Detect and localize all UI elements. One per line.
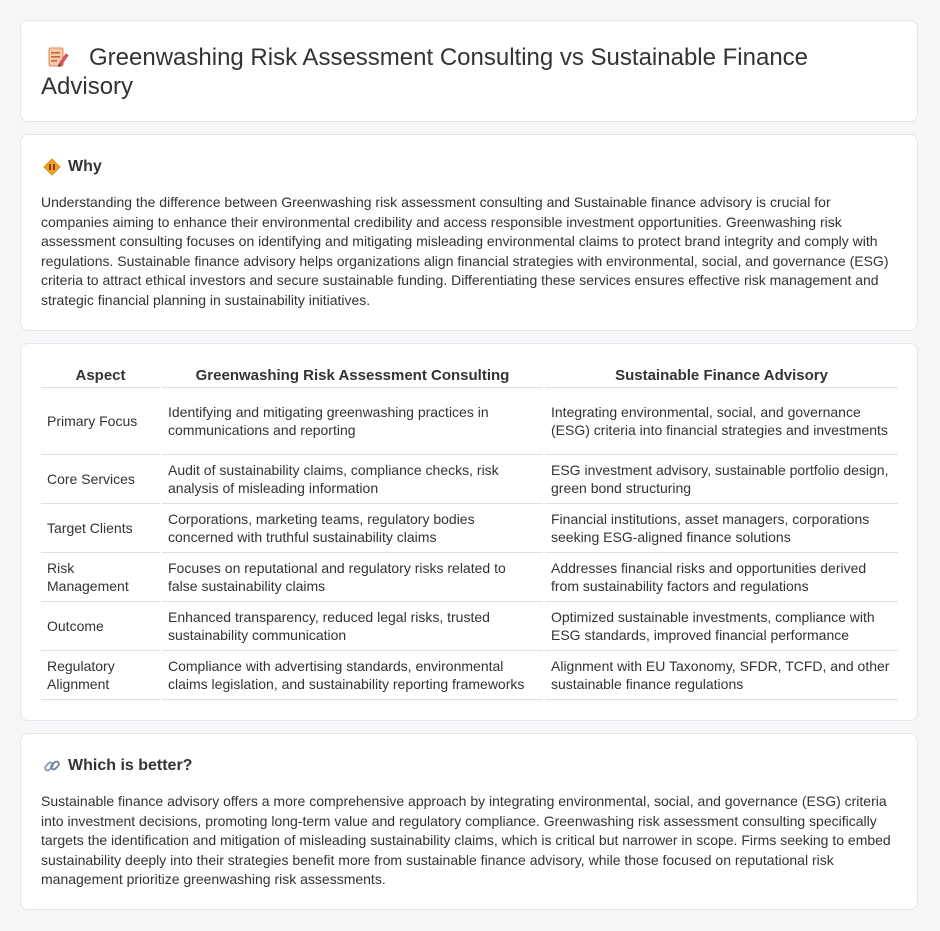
why-heading-text: Why (68, 158, 102, 175)
aspect-cell: Regulatory Alignment (41, 651, 161, 700)
greenwashing-cell: Audit of sustainability claims, compliance checks, risk analysis of misleading information (161, 455, 544, 504)
sustainable-finance-cell: Integrating environmental, social, and governance (ESG) criteria into financial strategies and investments (544, 388, 898, 455)
table-row (41, 455, 898, 504)
header-greenwashing: Greenwashing Risk Assessment Consulting (161, 364, 544, 388)
greenwashing-cell: Identifying and mitigating greenwashing practices in communications and reporting (161, 388, 544, 455)
diamond-warning-icon (43, 158, 61, 176)
better-heading (43, 756, 192, 776)
page-title-text: Greenwashing Risk Assessment Consulting vs Sustainable Finance Advisory (41, 44, 809, 100)
greenwashing-cell: Corporations, marketing teams, regulatory bodies concerned with truthful sustainability claims (161, 504, 544, 553)
header-sustainable-finance: Sustainable Finance Advisory (544, 364, 898, 388)
greenwashing-cell: Compliance with advertising standards, environmental claims legislation, and sustainability reporting frameworks (161, 651, 544, 700)
table-row (41, 553, 898, 602)
table-row (41, 504, 898, 553)
why-text: Understanding the difference between Greenwashing risk assessment consulting and Sustainable finance advisory is crucial for companies aiming to enhance their environmental credibility and access responsible investment opportunities. Greenwashing risk assessment consulting focuses on identifying and mitigating misleading environmental claims to protect brand integrity and comply with regulations. Sustainable finance advisory helps organizations align financial strategies with environmental, social, and governance (ESG) criteria to attract ethical investors and secure sustainable funding. Differentiating these services ensures effective risk management and strategic financial planning in sustainability initiatives. (41, 194, 889, 308)
aspect-cell: Risk Management (41, 553, 161, 602)
comparison-table (41, 364, 898, 700)
which-is-better-section (20, 733, 918, 910)
memo-pencil-icon (47, 45, 69, 69)
sustainable-finance-cell: Financial institutions, asset managers, corporations seeking ESG-aligned finance solutions (544, 504, 898, 553)
sustainable-finance-cell: Optimized sustainable investments, compliance with ESG standards, improved financial performance (544, 602, 898, 651)
greenwashing-cell: Enhanced transparency, reduced legal risks, trusted sustainability communication (161, 602, 544, 651)
title-card (20, 20, 918, 122)
aspect-cell: Core Services (41, 455, 161, 504)
sustainable-finance-cell: Alignment with EU Taxonomy, SFDR, TCFD, and other sustainable finance regulations (544, 651, 898, 700)
comparison-card (20, 343, 918, 721)
aspect-cell: Primary Focus (41, 388, 161, 455)
aspect-cell: Target Clients (41, 504, 161, 553)
aspect-cell: Outcome (41, 602, 161, 651)
sustainable-finance-cell: ESG investment advisory, sustainable portfolio design, green bond structuring (544, 455, 898, 504)
page-title (41, 43, 891, 101)
table-row (41, 388, 898, 455)
table-header-row (41, 364, 898, 388)
why-section (20, 134, 918, 331)
better-heading-text: Which is better? (68, 757, 193, 774)
why-heading (43, 157, 102, 177)
table-row (41, 602, 898, 651)
greenwashing-cell: Focuses on reputational and regulatory risks related to false sustainability claims (161, 553, 544, 602)
link-icon (43, 757, 61, 775)
header-aspect: Aspect (41, 364, 161, 388)
table-row (41, 651, 898, 700)
sustainable-finance-cell: Addresses financial risks and opportunities derived from sustainability factors and regulations (544, 553, 898, 602)
better-text: Sustainable finance advisory offers a more comprehensive approach by integrating environmental, social, and governance (ESG) criteria into investment decisions, promoting long-term value and regulatory compliance. Greenwashing risk assessment consulting specifically targets the identification and mitigation of misleading sustainability claims, which is critical but narrower in scope. Firms seeking to embed sustainability deeply into their strategies benefit more from sustainable finance advisory, while those focused on reputational risk management prioritize greenwashing risk assessments. (41, 793, 891, 888)
